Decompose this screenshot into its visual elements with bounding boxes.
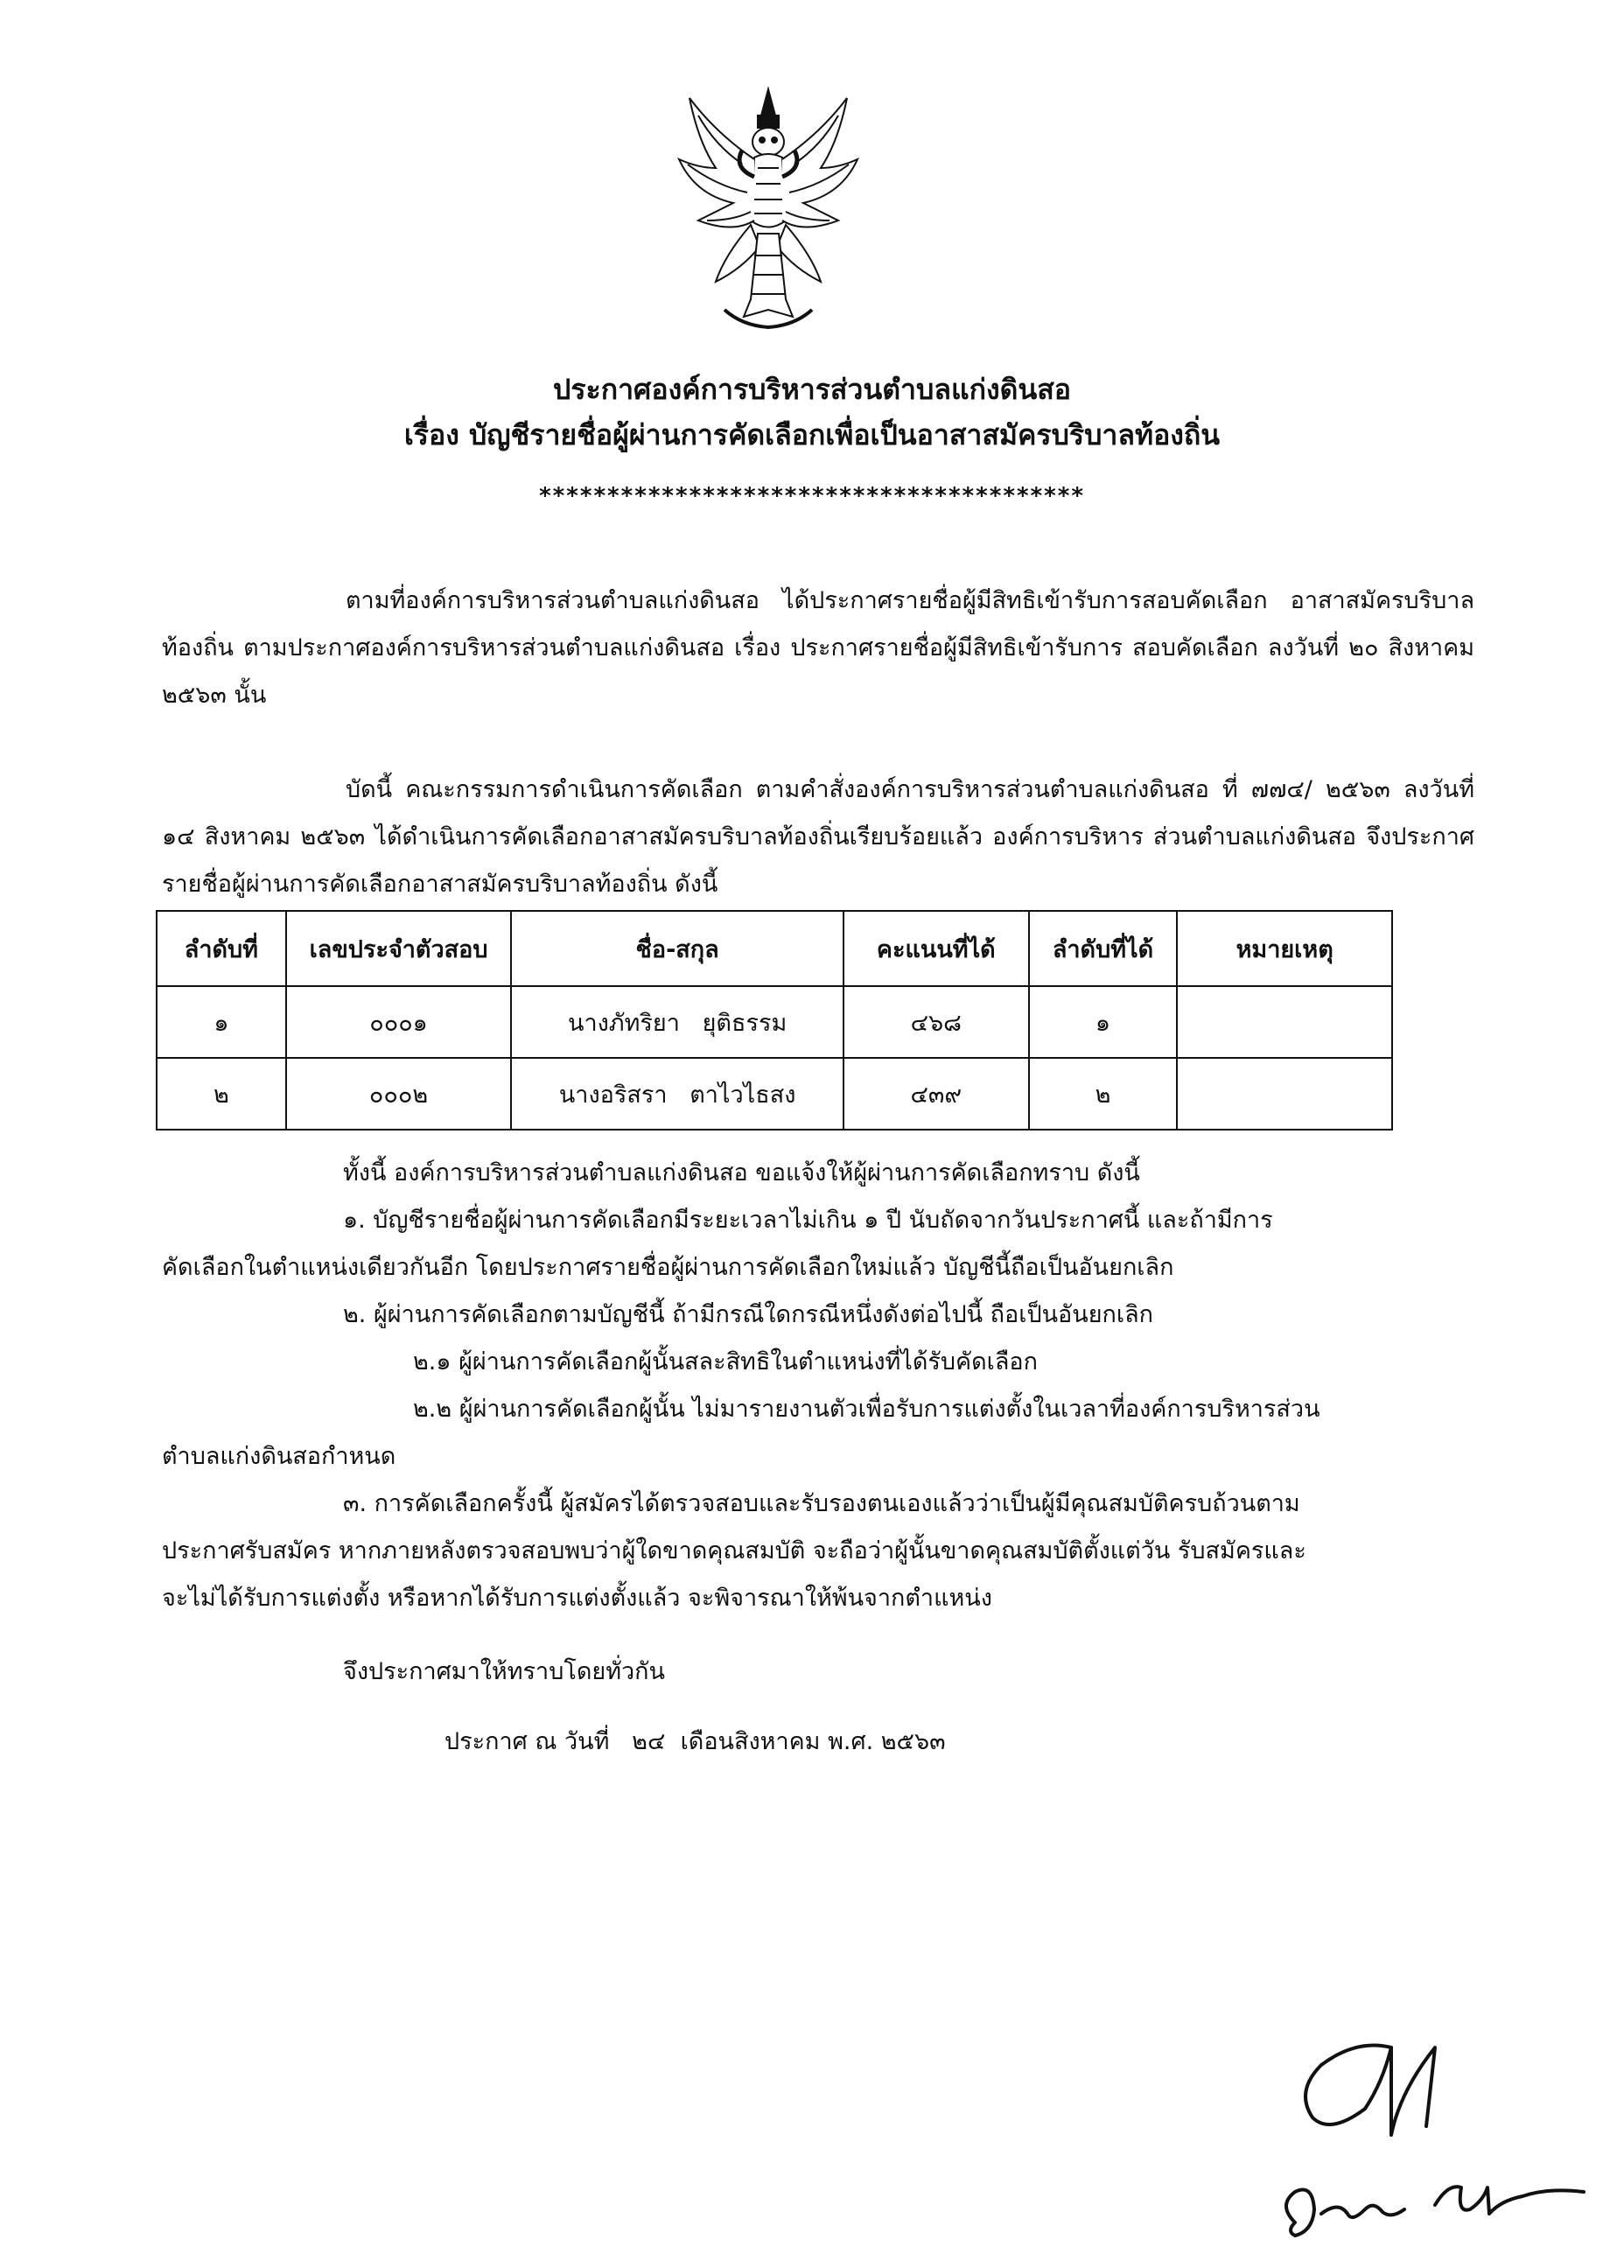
- table-row: [157, 986, 1392, 1058]
- notice-item-1-line-1: ๑. บัญชีรายชื่อผู้ผ่านการคัดเลือกมีระยะเวลาไม่เกิน ๑ ปี นับถัดจากวันประกาศนี้ และถ้ามีการ: [343, 1207, 1273, 1234]
- table-header-row: [157, 911, 1392, 986]
- announcement-title: ประกาศองค์การบริหารส่วนตำบลแก่งดินสอ: [553, 373, 1071, 406]
- notice-item-3-line-2: ประกาศรับสมัคร หากภายหลังตรวจสอบพบว่าผู้ใดขาดคุณสมบัติ จะถือว่าผู้นั้นขาดคุณสมบัติตั้งแต่วัน รับสมัครและ: [162, 1537, 1306, 1564]
- notice-item-1-line-2: คัดเลือกในตำแหน่งเดียวกันอีก โดยประกาศรายชื่อผู้ผ่านการคัดเลือกใหม่แล้ว บัญชีนี้ถือเป็นอันยกเลิก: [162, 1254, 1174, 1281]
- cell-score: ๔๖๘: [844, 986, 1029, 1058]
- header-order: ลำดับที่: [157, 911, 286, 986]
- cell-score: ๔๓๙: [844, 1058, 1029, 1130]
- garuda-emblem-icon: [663, 80, 873, 343]
- notice-intro: ทั้งนี้ องค์การบริหารส่วนตำบลแก่งดินสอ ขอแจ้งให้ผู้ผ่านการคัดเลือกทราบ ดังนี้: [343, 1159, 1140, 1186]
- cell-name: นางอริสรา ตาไวไธสง: [511, 1058, 844, 1130]
- notice-item-2-2-line-2: ตำบลแก่งดินสอกำหนด: [162, 1443, 396, 1470]
- table-row: [157, 1058, 1392, 1130]
- cell-remark: [1177, 1058, 1392, 1130]
- title-divider: ****************************************: [539, 483, 1085, 509]
- cell-exam-id: ๐๐๐๑: [286, 986, 511, 1058]
- header-exam-id: เลขประจำตัวสอบ: [286, 911, 511, 986]
- handwritten-signature-icon: [1260, 2012, 1592, 2258]
- paragraph-background: ตามที่องค์การบริหารส่วนตำบลแก่งดินสอ ได้ประกาศรายชื่อผู้มีสิทธิเข้ารับการสอบคัดเลือก อาสาสมัครบริบาลท้องถิ่น ตามประกาศองค์การบริหารส่วนตำบลแก่งดินสอ เรื่อง ประกาศรายชื่อผู้มีสิทธิเข้ารับการ สอบคัดเลือก ลงวันที่ ๒๐ สิงหาคม ๒๕๖๓ นั้น: [162, 587, 1474, 709]
- closing-statement: จึงประกาศมาให้ทราบโดยทั่วกัน: [343, 1658, 665, 1685]
- cell-rank: ๑: [1029, 986, 1178, 1058]
- notice-item-3-line-3: จะไม่ได้รับการแต่งตั้ง หรือหากได้รับการแต่งตั้งแล้ว จะพิจารณาให้พ้นจากตำแหน่ง: [162, 1585, 992, 1612]
- notice-item-2-2-line-1: ๒.๒ ผู้ผ่านการคัดเลือกผู้นั้น ไม่มารายงานตัวเพื่อรับการแต่งตั้งในเวลาที่องค์การบริหารส่วน: [413, 1396, 1320, 1423]
- header-rank: ลำดับที่ได้: [1029, 911, 1178, 986]
- announcement-subject: เรื่อง บัญชีรายชื่อผู้ผ่านการคัดเลือกเพื่อเป็นอาสาสมัครบริบาลท้องถิ่น: [403, 418, 1221, 452]
- notice-item-2-1: ๒.๑ ผู้ผ่านการคัดเลือกผู้นั้นสละสิทธิในตำแหน่งที่ได้รับคัดเลือก: [413, 1348, 1038, 1376]
- header-remark: หมายเหตุ: [1177, 911, 1392, 986]
- paragraph-committee: บัดนี้ คณะกรรมการดำเนินการคัดเลือก ตามคำสั่งองค์การบริหารส่วนตำบลแก่งดินสอ ที่ ๗๗๔/ ๒๕๖๓ ลงวันที่ ๑๔ สิงหาคม ๒๕๖๓ ได้ดำเนินการคัดเลือกอาสาสมัครบริบาลท้องถิ่นเรียบร้อยแล้ว องค์การบริหาร ส่วนตำบลแก่งดินสอ จึงประกาศรายชื่อผู้ผ่านการคัดเลือกอาสาสมัครบริบาลท้องถิ่น ดังนี้: [162, 776, 1474, 898]
- cell-order: ๑: [157, 986, 286, 1058]
- notice-item-2: ๒. ผู้ผ่านการคัดเลือกตามบัญชีนี้ ถ้ามีกรณีใดกรณีหนึ่งดังต่อไปนี้ ถือเป็นอันยกเลิก: [343, 1301, 1154, 1328]
- header-score: คะแนนที่ได้: [844, 911, 1029, 986]
- cell-order: ๒: [157, 1058, 286, 1130]
- cell-remark: [1177, 986, 1392, 1058]
- cell-exam-id: ๐๐๐๒: [286, 1058, 511, 1130]
- header-name: ชื่อ-สกุล: [511, 911, 844, 986]
- results-table: [156, 910, 1393, 1130]
- announcement-date: ประกาศ ณ วันที่ ๒๔ เดือนสิงหาคม พ.ศ. ๒๕๖๓: [444, 1728, 946, 1755]
- cell-name: นางภัทริยา ยุติธรรม: [511, 986, 844, 1058]
- notice-item-3-line-1: ๓. การคัดเลือกครั้งนี้ ผู้สมัครได้ตรวจสอบและรับรองตนเองแล้วว่าเป็นผู้มีคุณสมบัติครบถ้วนตาม: [343, 1490, 1300, 1517]
- cell-rank: ๒: [1029, 1058, 1178, 1130]
